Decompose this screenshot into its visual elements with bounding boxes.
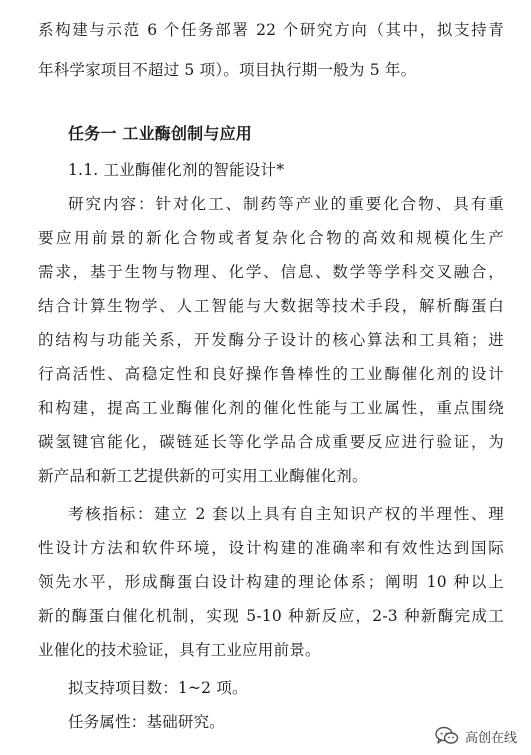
paragraph-line: 新的酶蛋白催化机制，实现 5-10 种新反应，2-3 种新酶完成工 [38,607,504,625]
task-attribute: 任务属性：基础研究。 [68,713,226,731]
project-count: 拟支持项目数：1~2 项。 [68,679,248,697]
paragraph-line: 需求，基于生物与物理、化学、信息、数学等学科交叉融合， [38,263,504,281]
paragraph-line: 领先水平，形成酶蛋白设计构建的理论体系；阐明 10 种以上 [38,573,504,591]
paragraph-line: 结合计算生物学、人工智能与大数据等技术手段，解析酶蛋白 [38,297,504,315]
paragraph-line: 碳氢键官能化，碳链延长等化学品合成重要反应进行验证，为 [38,433,504,451]
paragraph-line: 行高活性、高稳定性和良好操作鲁棒性的工业酶催化剂的设计 [38,365,504,383]
paragraph-line: 和构建，提高工业酶催化剂的催化性能与工业属性，重点围绕 [38,399,504,417]
wechat-icon [435,726,459,746]
watermark-label: 高创在线 [464,730,517,746]
subsection-title: 1.1. 工业酶催化剂的智能设计* [68,161,285,179]
paragraph-line: 系构建与示范 6 个任务部署 22 个研究方向（其中，拟支持青 [38,21,504,39]
watermark [435,726,517,746]
paragraph-line: 的结构与功能关系，开发酶分子设计的核心算法和工具箱；进 [38,331,504,349]
paragraph-line: 新产品和新工艺提供新的可实用工业酶催化剂。 [38,467,368,485]
paragraph-line: 业催化的技术验证，具有工业应用前景。 [38,641,321,659]
paragraph-line: 研究内容：针对化工、制药等产业的重要化合物、具有重 [68,195,504,213]
section-heading: 任务一 工业酶创制与应用 [68,124,252,143]
paragraph-line: 性设计方法和软件环境，设计构建的准确率和有效性达到国际 [38,539,504,557]
paragraph-line: 考核指标：建立 2 套以上具有自主知识产权的半理性、理 [68,505,504,523]
paragraph-line: 要应用前景的新化合物或者复杂化合物的高效和规模化生产 [38,229,504,247]
paragraph-line: 年科学家项目不超过 5 项）。项目执行期一般为 5 年。 [38,61,417,79]
